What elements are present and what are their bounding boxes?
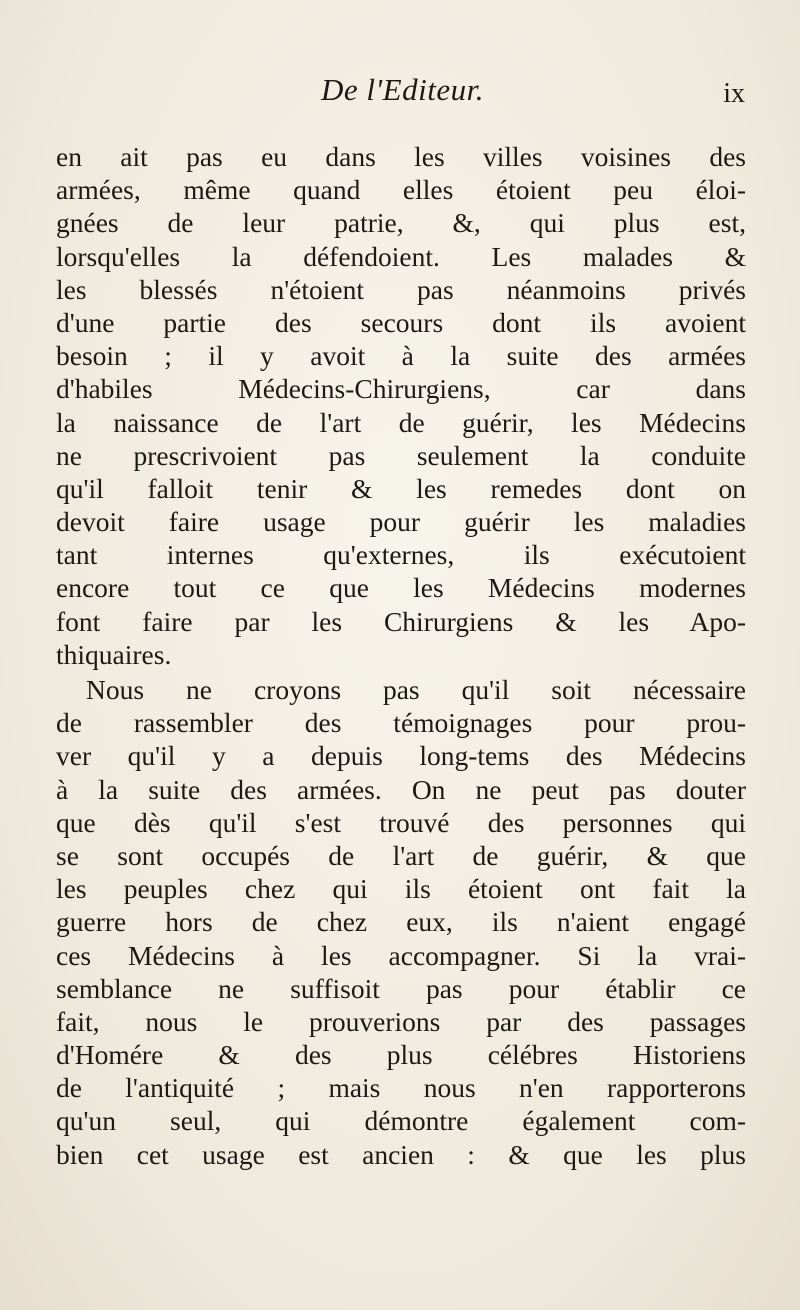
text-line: en ait pas eu dans les villes voisines des [56, 141, 746, 172]
text-line: de rassembler des témoignages pour prou- [56, 707, 746, 739]
text-line: fait, nous le prouverions par des passages [56, 1005, 746, 1037]
body-text [56, 140, 746, 1171]
text-line: la naissance de l'art de guérir, les Médecins [56, 406, 746, 438]
text-line: semblance ne suffisoit pas pour établir ce [56, 972, 746, 1004]
text-line: que dès qu'il s'est trouvé des personnes qui [56, 806, 746, 838]
text-line: ne prescrivoient pas seulement la conduite [56, 439, 746, 471]
text-line: d'Homére & des plus célébres Historiens [56, 1039, 746, 1071]
text-line: bien cet usage est ancien : & que les plus [56, 1138, 746, 1170]
text-line: d'habiles Médecins-Chirurgiens, car dans [56, 373, 746, 405]
text-line: de l'antiquité ; mais nous n'en rapporterons [56, 1072, 746, 1104]
page-header [60, 60, 745, 110]
text-line: qu'il falloit tenir & les remedes dont on [56, 472, 746, 504]
text-line: Nous ne croyons pas qu'il soit nécessaire [86, 674, 746, 705]
text-line: qu'un seul, qui démontre également com- [56, 1105, 746, 1137]
text-line: ver qu'il y a depuis long-tems des Médecins [56, 740, 746, 772]
text-line: lorsqu'elles la défendoient. Les malades & [56, 240, 746, 272]
text-line: tant internes qu'externes, ils exécutoient [56, 539, 746, 571]
text-line: encore tout ce que les Médecins modernes [56, 572, 746, 604]
text-line: gnées de leur patrie, &, qui plus est, [56, 207, 746, 239]
text-line: à la suite des armées. On ne peut pas douter [56, 773, 746, 805]
text-line: devoit faire usage pour guérir les maladies [56, 506, 746, 538]
paragraph-1 [56, 140, 746, 671]
text-line: armées, même quand elles étoient peu éloi- [56, 174, 746, 206]
text-line: d'une partie des secours dont ils avoient [56, 306, 746, 338]
text-line: guerre hors de chez eux, ils n'aient engagé [56, 906, 746, 938]
text-line: les blessés n'étoient pas néanmoins privés [56, 273, 746, 305]
text-line: les peuples chez qui ils étoient ont fait la [56, 873, 746, 905]
text-line: besoin ; il y avoit à la suite des armées [56, 340, 746, 372]
page-number: ix [723, 78, 745, 109]
text-line: thiquaires. [56, 638, 172, 670]
running-head: De l'Editeur. [321, 72, 484, 107]
text-line: font faire par les Chirurgiens & les Apo- [56, 605, 746, 637]
paragraph-2 [56, 673, 746, 1171]
text-line: se sont occupés de l'art de guérir, & que [56, 839, 746, 871]
text-line: ces Médecins à les accompagner. Si la vrai- [56, 939, 746, 971]
